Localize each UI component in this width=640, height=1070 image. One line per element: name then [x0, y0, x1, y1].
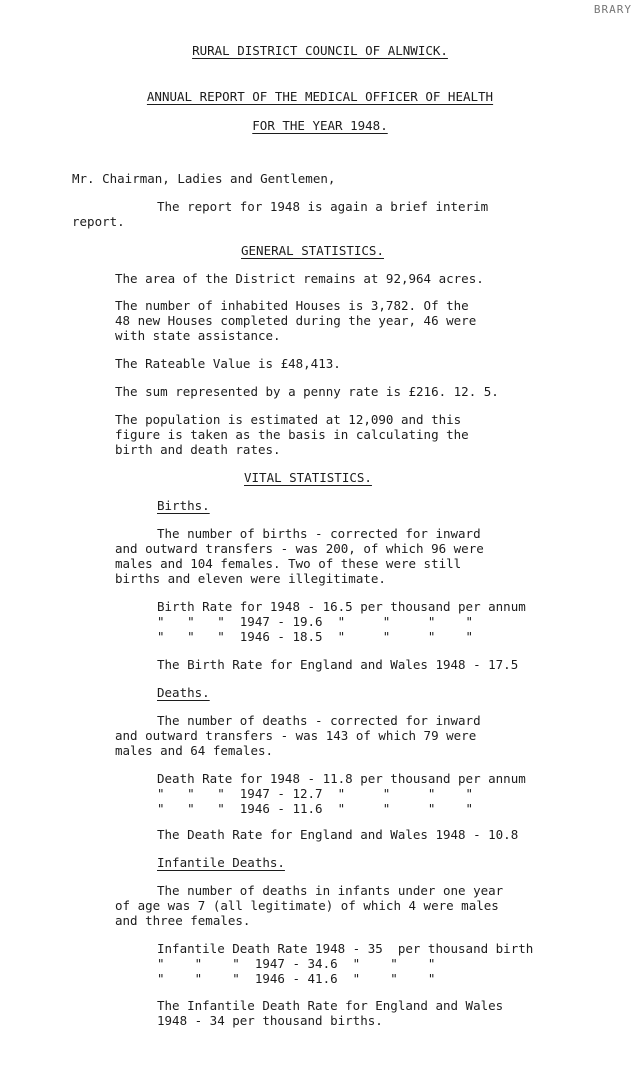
- report-year: FOR THE YEAR 1948.: [252, 118, 388, 133]
- infantile-deaths-heading: Infantile Deaths.: [157, 855, 285, 870]
- deaths-heading: Deaths.: [157, 685, 210, 700]
- death-rate-row: " " " 1947 - 12.7 " " " ": [157, 786, 474, 801]
- death-rate-row: " " " 1946 - 11.6 " " " ": [157, 801, 474, 816]
- intro-paragraph-line: The report for 1948 is again a brief interim: [157, 199, 489, 214]
- penny-rate: The sum represented by a penny rate is £216. 12. 5.: [115, 384, 499, 399]
- infant-rate-row: " " " 1946 - 41.6 " " ": [157, 971, 436, 986]
- deaths-paragraph-line: The number of deaths - corrected for inward: [157, 713, 481, 728]
- intro-paragraph-line: report.: [72, 214, 125, 229]
- births-paragraph-line: births and eleven were illegitimate.: [115, 571, 386, 586]
- council-heading: RURAL DISTRICT COUNCIL OF ALNWICK.: [192, 43, 448, 58]
- library-stamp: BRARY: [593, 3, 632, 16]
- population-paragraph-line: The population is estimated at 12,090 and this: [115, 412, 462, 427]
- births-paragraph-line: The number of births - corrected for inward: [157, 526, 481, 541]
- infant-rate-england-line: The Infantile Death Rate for England and Wales: [157, 998, 504, 1013]
- infant-rate-row: Infantile Death Rate 1948 - 35 per thousand birth: [157, 941, 534, 956]
- report-title: ANNUAL REPORT OF THE MEDICAL OFFICER OF HEALTH: [146, 89, 494, 104]
- births-paragraph-line: and outward transfers - was 200, of which 96 were: [115, 541, 484, 556]
- rateable-value: The Rateable Value is £48,413.: [115, 356, 341, 371]
- vital-statistics-heading: VITAL STATISTICS.: [244, 470, 372, 485]
- infant-paragraph-line: The number of deaths in infants under one year: [157, 883, 504, 898]
- birth-rate-row: Birth Rate for 1948 - 16.5 per thousand per annum: [157, 599, 526, 614]
- births-paragraph-line: males and 104 females. Two of these were still: [115, 556, 462, 571]
- area-statement: The area of the District remains at 92,964 acres.: [115, 271, 484, 286]
- infant-paragraph-line: and three females.: [115, 913, 251, 928]
- death-rate-england: The Death Rate for England and Wales 1948 - 10.8: [157, 827, 519, 842]
- deaths-paragraph-line: males and 64 females.: [115, 743, 274, 758]
- population-paragraph-line: figure is taken as the basis in calculating the: [115, 427, 469, 442]
- houses-paragraph-line: The number of inhabited Houses is 3,782. Of the: [115, 298, 469, 313]
- infant-paragraph-line: of age was 7 (all legitimate) of which 4 were males: [115, 898, 499, 913]
- death-rate-row: Death Rate for 1948 - 11.8 per thousand per annum: [157, 771, 526, 786]
- birth-rate-row: " " " 1947 - 19.6 " " " ": [157, 614, 474, 629]
- houses-paragraph-line: 48 new Houses completed during the year, 46 were: [115, 313, 477, 328]
- infant-rate-row: " " " 1947 - 34.6 " " ": [157, 956, 436, 971]
- houses-paragraph-line: with state assistance.: [115, 328, 281, 343]
- general-statistics-heading: GENERAL STATISTICS.: [241, 243, 384, 258]
- deaths-paragraph-line: and outward transfers - was 143 of which 79 were: [115, 728, 477, 743]
- births-heading: Births.: [157, 498, 210, 513]
- birth-rate-row: " " " 1946 - 18.5 " " " ": [157, 629, 474, 644]
- salutation: Mr. Chairman, Ladies and Gentlemen,: [72, 171, 336, 186]
- population-paragraph-line: birth and death rates.: [115, 442, 281, 457]
- birth-rate-england: The Birth Rate for England and Wales 1948 - 17.5: [157, 657, 519, 672]
- infant-rate-england-line: 1948 - 34 per thousand births.: [157, 1013, 383, 1028]
